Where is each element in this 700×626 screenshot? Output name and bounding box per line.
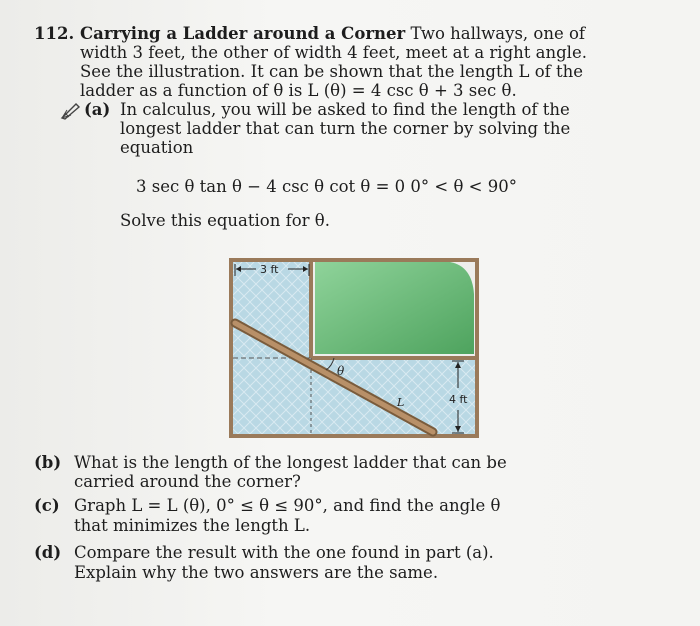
ladder-corner-illustration [226,254,484,440]
part-c-line-2: that minimizes the length L. [74,516,311,535]
problem-intro-line-1 [80,24,585,43]
part-a-line-1: In calculus, you will be asked to find the length of the [120,100,570,119]
part-c-line-1: Graph L = L (θ), 0° ≤ θ ≤ 90°, and find the angle θ [74,496,501,515]
green-corner-area [315,262,474,354]
ladder-length-label: L [397,396,405,409]
part-d-line-2: Explain why the two answers are the same. [74,563,439,582]
problem-number: 112. [34,24,75,43]
height-label: 4 ft [449,393,468,406]
horizontal-hallway [233,358,475,434]
problem-intro-rest: Two hallways, one of [405,24,586,43]
pencil-icon [60,100,82,120]
part-b-line-2: carried around the corner? [74,472,301,491]
part-a-line-2: longest ladder that can turn the corner by solving the [120,119,571,138]
part-b-label: (b) [34,453,62,472]
part-d-line-1: Compare the result with the one found in part (a). [74,543,494,562]
problem-intro-line-2: width 3 feet, the other of width 4 feet, meet at a right angle. [80,43,587,62]
part-a-solve-instruction: Solve this equation for θ. [120,211,330,230]
part-a-label: (a) [84,100,111,119]
problem-intro-line-3: See the illustration. It can be shown that the length L of the [80,62,584,81]
part-b-line-1: What is the length of the longest ladder that can be [74,453,507,472]
width-label: 3 ft [260,263,279,276]
problem-intro-line-4: ladder as a function of θ is L (θ) = 4 csc θ + 3 sec θ. [80,81,517,100]
part-c-label: (c) [34,496,60,515]
part-d-label: (d) [34,543,62,562]
angle-theta-label: θ [337,364,345,378]
part-a-line-3: equation [120,138,194,157]
part-a-equation: 3 sec θ tan θ − 4 csc θ cot θ = 0 0° < θ < 90° [136,177,517,196]
problem-title: Carrying a Ladder around a Corner [80,24,406,43]
